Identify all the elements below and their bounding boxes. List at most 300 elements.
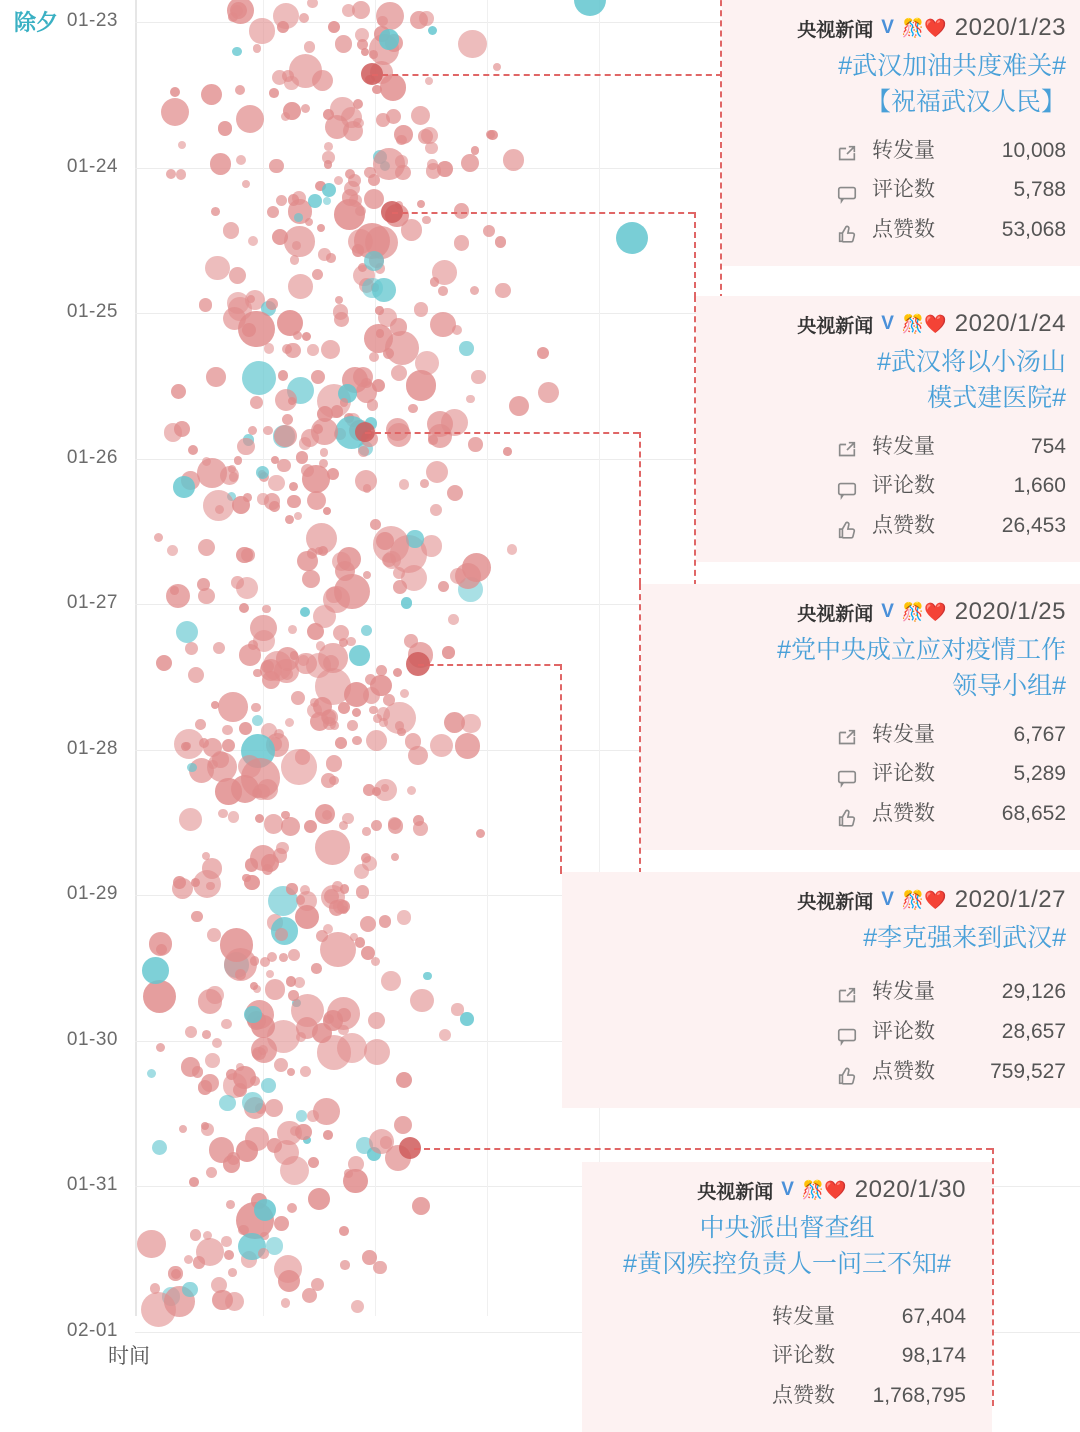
scatter-point [352,736,362,746]
stat-like [748,210,1066,250]
scatter-point [191,911,203,923]
scatter-point [267,206,279,218]
post-date: 2020/1/23 [954,14,1066,41]
stat-label: 评论数 [872,762,935,786]
scatter-point [483,225,495,237]
scatter-point [225,1292,244,1311]
scatter-point [166,584,190,608]
scatter-point [296,1110,308,1122]
scatter-point [360,916,376,932]
scatter-point [274,1216,289,1231]
callout-connector-1 [372,74,722,76]
scatter-point [427,159,438,170]
scatter-point [223,222,240,239]
scatter-point [143,980,176,1013]
scatter-point [323,1130,333,1140]
stat-repost [608,1297,966,1337]
scatter-point [313,605,336,628]
scatter-point [444,712,465,733]
scatter-point [323,507,331,515]
scatter-point [242,1092,263,1113]
scatter-point [333,899,348,914]
scatter-point [179,808,202,831]
scatter-point [221,1019,232,1030]
scatter-point [242,361,276,395]
scatter-point [354,864,369,879]
scatter-point [355,206,365,216]
scatter-point [276,842,289,855]
stat-label: 转发量 [872,980,935,1004]
scatter-point [295,749,310,764]
like-icon [836,515,858,537]
scatter-point [322,151,334,163]
scatter-point [287,495,300,508]
scatter-point [305,218,313,226]
scatter-point [189,1177,199,1187]
scatter-point [385,331,419,365]
stat-label: 转发量 [872,138,935,162]
verified-badge-icon: V [881,601,894,622]
y-axis-tick: 01-31 [66,1174,118,1195]
repost-icon [836,723,858,745]
stat-value: 1,768,795 [872,1384,966,1408]
scatter-point [394,1116,412,1134]
scatter-point [537,347,549,359]
scatter-point [430,734,453,757]
y-axis-tick: 01-24 [66,155,118,177]
y-axis [135,0,137,1316]
scatter-point [311,370,325,384]
topic-line-1[interactable]: #武汉加油共度难关# [838,52,1066,80]
scatter-point [383,702,415,734]
stat-label: 点赞数 [872,514,935,538]
scatter-point [454,235,470,251]
scatter-point [235,85,245,95]
topic-line-2[interactable]: 领导小组# [952,672,1066,701]
scatter-point [289,482,298,491]
scatter-point [399,479,410,490]
scatter-point [323,717,335,729]
scatter-point [262,605,271,614]
scatter-point [269,88,279,98]
scatter-point [243,493,252,502]
emoji-icon: 🎊❤️ [901,889,947,910]
scatter-point [311,418,337,444]
scatter-point [261,854,279,872]
post-date: 2020/1/30 [854,1176,966,1203]
scatter-point [250,615,276,641]
scatter-point [176,169,187,180]
scatter-point [340,1260,349,1269]
scatter-point [311,963,322,974]
scatter-point [430,504,442,516]
scatter-point [319,459,328,468]
scatter-point [312,70,333,91]
callout-card-5[interactable] [582,1162,992,1432]
scatter-point [337,1033,367,1063]
scatter-point [396,1072,412,1088]
scatter-point [442,646,454,658]
stat-label: 点赞数 [872,802,935,826]
topic-line-1[interactable]: 中央派出督查组 [699,1214,875,1242]
scatter-point [142,957,168,983]
scatter-point [377,16,388,27]
scatter-point [265,1099,283,1117]
scatter-point [371,957,380,966]
scatter-point [287,1203,297,1213]
scatter-point [379,29,399,49]
stat-label: 评论数 [772,1344,835,1368]
scatter-point [156,1043,165,1052]
stat-label: 点赞数 [872,218,935,242]
scatter-point [201,1123,214,1136]
scatter-point [236,1063,245,1072]
scatter-point [237,438,255,456]
scatter-point [391,853,399,861]
y-axis-tick: 01-27 [66,592,118,613]
scatter-point [364,1039,390,1065]
callout-header [667,598,1066,626]
scatter-point [206,1167,217,1178]
scatter-point [199,298,212,311]
topic-line-2[interactable]: #黄冈疾控负责人一问三不知# [623,1250,951,1279]
scatter-point [419,11,434,26]
scatter-point [256,466,269,479]
scatter-point [410,989,434,1013]
scatter-point [302,332,311,341]
scatter-point [187,763,197,773]
scatter-point [232,47,241,56]
scatter-point [209,1137,234,1162]
scatter-point [281,817,300,836]
scatter-point [192,1066,204,1078]
callout-card-1[interactable] [722,0,1080,266]
scatter-point [287,1068,295,1076]
stat-value: 759,527 [990,1060,1066,1084]
like-icon [836,803,858,825]
scatter-point [242,874,251,883]
scatter-point [355,28,369,42]
scatter-point [218,809,227,818]
scatter-point [301,104,310,113]
repost-icon [836,139,858,161]
topic-line-2[interactable]: 模式建医院# [927,384,1066,413]
scatter-point [156,655,172,671]
topic-line-1[interactable]: #党中央成立应对疫情工作 [777,636,1066,664]
topic-line-1[interactable]: #武汉将以小汤山 [877,348,1066,376]
scatter-point [396,135,407,146]
scatter-point [376,665,387,676]
scatter-point [339,1226,349,1236]
scatter-point [408,404,418,414]
scatter-point [380,74,406,100]
scatter-point [288,274,313,299]
scatter-point [495,236,506,247]
scatter-point [332,552,351,571]
scatter-point [374,779,396,801]
scatter-point [406,370,437,401]
scatter-point [308,194,322,208]
repost-icon [836,435,858,457]
scatter-point [341,107,362,128]
scatter-point [185,642,198,655]
scatter-point [352,708,361,717]
scatter-point [285,343,300,358]
scatter-point [285,718,294,727]
verified-badge-icon: V [881,313,894,334]
scatter-point [299,13,309,23]
stats-group [748,131,1066,251]
scatter-point [188,445,198,455]
callout-card-2[interactable] [696,296,1080,562]
stat-value: 26,453 [1001,514,1066,538]
scatter-point [372,278,396,302]
scatter-point [493,63,501,71]
verified-badge-icon: V [881,17,894,38]
callout-connector-2 [392,212,694,214]
scatter-point [300,1066,311,1077]
topic-line-2[interactable]: 【祝福武汉人民】 [865,88,1066,117]
emoji-icon: 🎊❤️ [901,17,947,38]
scatter-point [288,949,300,961]
stat-label: 转发量 [872,722,935,746]
scatter-point [312,1023,332,1043]
scatter-point [321,340,340,359]
scatter-point [236,155,246,165]
stat-value: 754 [1030,434,1066,458]
scatter-point [250,1076,260,1086]
scatter-point [206,882,214,890]
scatter-point [471,370,486,385]
scatter-point [220,928,253,961]
scatter-point [290,651,298,659]
scatter-point [147,1069,156,1078]
scatter-point [260,957,270,967]
scatter-point [355,470,378,493]
scatter-point [387,423,411,447]
scatter-point [329,776,338,785]
scatter-point [234,456,242,464]
scatter-point [370,519,381,530]
scatter-point [297,551,317,571]
scatter-point [451,1003,463,1015]
stat-comment [667,754,1066,794]
stat-repost [667,715,1066,755]
y-axis-tick: 01-29 [66,883,118,904]
scatter-point [503,149,524,170]
scatter-point [292,191,306,205]
scatter-point [211,1277,227,1293]
scatter-point [381,971,401,991]
scatter-point [294,977,305,988]
scatter-point [334,176,343,185]
scatter-point [219,1095,235,1111]
scatter-point [227,0,254,24]
scatter-point [538,382,559,403]
comment-icon [836,475,858,497]
scatter-point [281,811,289,819]
scatter-point [328,21,340,33]
scatter-point [339,821,348,830]
vertical-gridline [599,0,600,1316]
scatter-point [269,159,283,173]
scatter-point [356,885,370,899]
scatter-point [282,414,293,425]
stat-value: 67,404 [901,1304,966,1328]
callout-card-4[interactable] [562,872,1080,1108]
scatter-point [197,458,226,487]
scatter-point [239,603,249,613]
stat-value: 5,289 [1013,762,1066,786]
scatter-point [430,312,456,338]
scatter-point [452,325,462,335]
stat-like [667,794,1066,834]
verified-badge-icon: V [781,1179,794,1200]
scatter-point [335,296,343,304]
scatter-point [154,533,163,542]
scatter-point-highlighted[interactable] [616,222,648,254]
stat-value: 1,660 [1013,474,1066,498]
scatter-point [261,1078,276,1093]
repost-icon [836,981,858,1003]
stat-value: 10,008 [1001,138,1066,162]
scatter-point [462,553,491,582]
scatter-point [368,1012,385,1029]
scatter-point-highlighted[interactable] [574,0,606,16]
scatter-point [470,286,479,295]
scatter-point [307,344,319,356]
scatter-point [236,577,258,599]
comment-icon [836,763,858,785]
scatter-point [364,251,384,271]
scatter-point [373,1261,386,1274]
scatter-point [448,614,459,625]
scatter-point [198,539,215,556]
scatter-point [459,341,473,355]
y-axis-tick: 02-01 [66,1319,118,1341]
callout-connector-5-v [992,1148,994,1406]
callout-connector-4 [418,664,560,666]
scatter-point [284,76,298,90]
emoji-icon: 🎊❤️ [901,601,947,622]
scatter-point [253,985,261,993]
scatter-point [229,267,246,284]
scatter-point [279,953,288,962]
scatter-point [428,26,437,35]
scatter-point [438,581,449,592]
scatter-point [213,642,225,654]
scatter-point [252,715,264,727]
scatter-point [349,645,370,666]
stat-value: 98,174 [901,1344,966,1368]
scatter-point [253,784,270,801]
scatter-point [302,570,320,588]
scatter-point [455,733,481,759]
stat-label: 评论数 [872,474,935,498]
scatter-point [335,35,353,53]
scatter-point [166,169,176,179]
post-date: 2020/1/27 [954,886,1066,913]
stat-value: 28,657 [1001,1020,1066,1044]
scatter-point [245,1127,269,1151]
scatter-point [340,398,348,406]
source-label: 央视新闻 [797,603,874,625]
scatter-point [241,548,255,562]
y-axis-tick: 01-25 [66,301,118,322]
callout-connector-3 [365,432,639,434]
scatter-point [379,718,387,726]
scatter-point [447,485,463,501]
scatter-point [379,915,391,927]
scatter-point [315,830,350,865]
scatter-point [304,41,316,53]
scatter-point [334,312,349,327]
scatter-point [150,1283,160,1293]
scatter-point [296,895,305,904]
chuxi-annotation: 除夕 [14,10,59,35]
scatter-point [366,730,387,751]
scatter-point [322,183,336,197]
stat-label: 点赞数 [772,1384,835,1408]
scatter-point [149,932,172,955]
scatter-point [376,329,384,337]
scatter-point [296,451,308,463]
scatter-point [172,878,193,899]
scatter-point [179,1125,187,1133]
scatter-point [178,141,186,149]
scatter-point [161,98,190,127]
scatter-point [152,1140,167,1155]
scatter-point [226,1200,235,1209]
stat-value: 5,788 [1013,178,1066,202]
scatter-point [273,3,299,29]
scatter-point [323,197,331,205]
callout-connector-3-v [639,432,641,584]
stat-comment [588,1012,1066,1052]
scatter-point [365,674,376,685]
scatter-point [326,755,343,772]
scatter-point [276,195,287,206]
scatter-point [495,283,510,298]
scatter-point [509,396,529,416]
post-date: 2020/1/25 [954,598,1066,625]
scatter-point [207,928,221,942]
scatter-point [167,545,178,556]
scatter-point [361,625,372,636]
stat-label: 点赞数 [872,1060,935,1084]
callout-card-3[interactable] [641,584,1080,850]
scatter-point [423,972,432,981]
stat-repost [722,427,1066,467]
scatter-point [338,702,350,714]
scatter-point [411,106,430,125]
scatter-point [466,395,475,404]
stat-like [588,1052,1066,1092]
scatter-point [239,722,252,735]
scatter-point [308,1157,319,1168]
scatter-point [253,44,261,52]
scatter-point [195,719,206,730]
comment-icon [836,1021,858,1043]
topic-line-1[interactable]: #李克强来到武汉# [863,924,1066,952]
scatter-point [417,200,425,208]
scatter-point [218,692,247,721]
stats-group [722,427,1066,547]
scatter-point [369,352,379,362]
stat-value: 29,126 [1001,980,1066,1004]
emoji-icon: 🎊❤️ [801,1179,847,1200]
scatter-point [223,307,246,330]
